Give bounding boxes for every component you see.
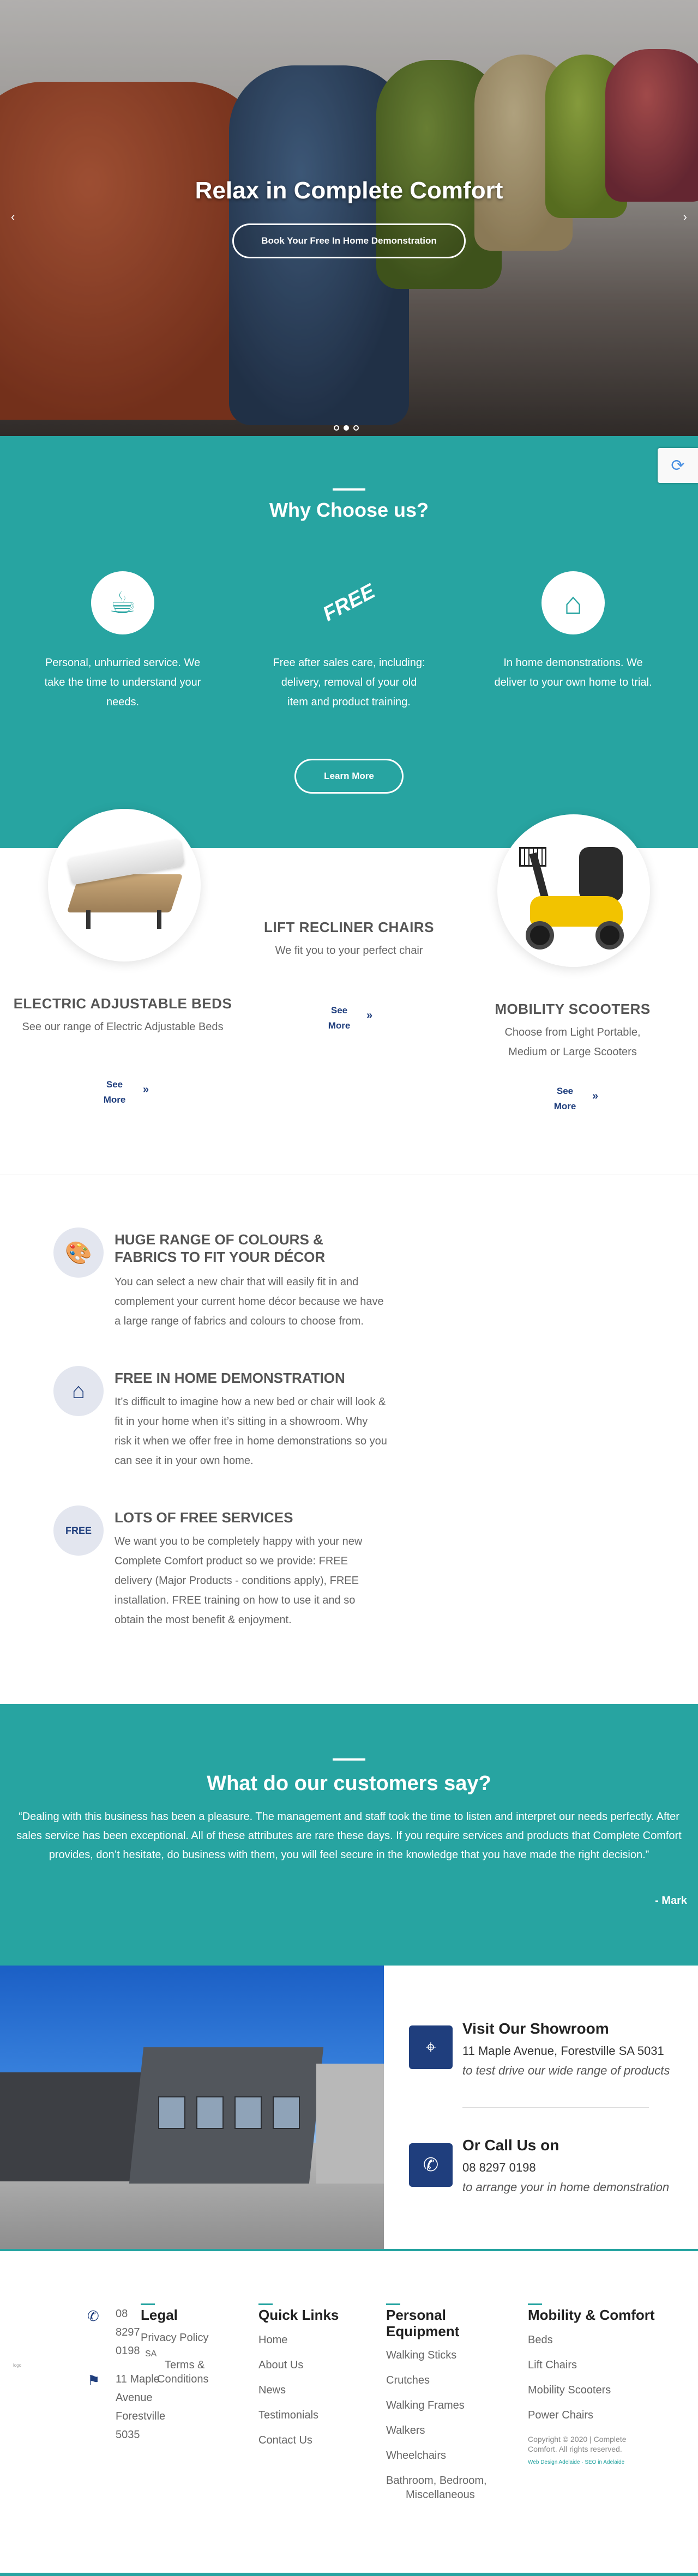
footer-personal-title-line: Equipment (386, 2323, 460, 2339)
bed-leg (86, 910, 91, 929)
feature-title: LOTS OF FREE SERVICES (115, 1509, 293, 1526)
chevron-right-icon[interactable]: » (366, 1009, 373, 1021)
showroom-title: Visit Our Showroom (462, 2020, 609, 2037)
map-pin-icon: ⌖ (409, 2025, 453, 2069)
why-column-free (270, 571, 428, 712)
footer-personal-title (386, 2307, 459, 2339)
see-more-beds-link[interactable]: See More (103, 1079, 126, 1105)
hero-overlay (0, 0, 698, 436)
hero-slider (0, 0, 698, 436)
feature-title: HUGE RANGE OF COLOURS & FABRICS TO FIT YOUR DÉCOR (115, 1231, 326, 1265)
why-choose-section (0, 436, 698, 848)
copyright-text: Copyright © 2020 | Complete Comfort. All rights reserved. (528, 2435, 627, 2453)
building-window (196, 2096, 224, 2129)
see-more-scooters-link[interactable]: See More (553, 1086, 576, 1111)
bed-leg (157, 910, 161, 929)
building-window (273, 2096, 300, 2129)
house-icon: ⌂ (53, 1366, 104, 1416)
footer-address-line: Forestville (116, 2410, 166, 2422)
testimonial-section (0, 1704, 698, 1966)
signpost-icon: ⚑ (87, 2372, 100, 2388)
building-window (158, 2096, 185, 2129)
visit-separator (462, 2107, 649, 2108)
product-title-beds: ELECTRIC ADJUSTABLE BEDS (13, 995, 232, 1012)
footer-personal-title-line: Personal (386, 2307, 446, 2323)
footer-link-miscellaneous[interactable]: Miscellaneous (406, 2489, 475, 2501)
why-text: Personal, unhurried service. We take the time to understand your needs. (44, 657, 201, 708)
call-note: to arrange your in home demonstration (462, 2180, 670, 2194)
footer-link-contact[interactable]: Contact Us (258, 2434, 312, 2446)
coffee-cup-icon: ☕ (91, 571, 154, 634)
scooter-wheel (526, 921, 554, 950)
footer-phone-line: 8297 (116, 2326, 140, 2338)
mobility-scooter-image[interactable] (497, 814, 650, 967)
chevron-right-icon[interactable]: » (143, 1084, 149, 1096)
palette-icon: 🎨 (53, 1227, 104, 1278)
showroom-address: 11 Maple Avenue, Forestville SA 5031 (462, 2044, 664, 2058)
learn-more-button[interactable]: Learn More (294, 759, 404, 794)
footer-link-bathroom[interactable]: Bathroom, Bedroom, (386, 2475, 487, 2487)
phone-number-link[interactable]: 08 8297 0198 (462, 2161, 536, 2174)
footer-legal-title: Legal (141, 2307, 178, 2323)
footer-link-lift-chairs[interactable]: Lift Chairs (528, 2359, 577, 2371)
phone-icon: ✆ (409, 2143, 453, 2187)
terms-link[interactable]: Terms & (165, 2359, 205, 2371)
products-section (0, 848, 698, 1175)
footer-phone-line: 0198 (116, 2345, 140, 2357)
product-title-chairs: LIFT RECLINER CHAIRS (264, 919, 434, 935)
why-column-in-home (494, 571, 652, 692)
building-block (316, 2064, 384, 2184)
footer-mobility-title: Mobility & Comfort (528, 2307, 655, 2323)
phone-icon: ✆ (87, 2308, 99, 2324)
feature-text: It’s difficult to imagine how a new bed or chair will look & fit in your home when it’s sitting in a showroom. Why risk it when we offer free in home demonstrations so you can see it in your own home. (115, 1396, 387, 1467)
hero-title: Relax in Complete Comfort (195, 177, 503, 204)
scooter-wheel (595, 921, 624, 950)
footer-accent-line (0, 2573, 698, 2576)
see-more-chairs-link[interactable]: See More (328, 1005, 351, 1031)
footer-link-home[interactable]: Home (258, 2334, 288, 2346)
feature-title: FREE IN HOME DEMONSTRATION (115, 1370, 345, 1386)
footer-link-walkers[interactable]: Walkers (386, 2424, 425, 2436)
footer-link-testimonials[interactable]: Testimonials (258, 2409, 319, 2421)
slider-dot[interactable] (353, 425, 359, 431)
product-title-scooters: MOBILITY SCOOTERS (495, 1001, 651, 1017)
why-text: Free after sales care, including: delivery, removal of your old item and product training. (273, 657, 425, 708)
showroom-building-image (0, 1966, 384, 2251)
recaptcha-icon[interactable]: ⟳ (658, 448, 698, 483)
footer-address-line: Avenue (116, 2392, 153, 2404)
slider-dot-active[interactable] (344, 425, 349, 431)
why-title: Why Choose us? (269, 499, 429, 521)
section-divider (333, 1758, 365, 1761)
footer-link-power-chairs[interactable]: Power Chairs (528, 2409, 594, 2421)
why-column-personal (44, 571, 202, 712)
chevron-right-icon[interactable]: » (592, 1090, 599, 1102)
terms-link-continued[interactable]: Conditions (157, 2373, 209, 2385)
testimonial-author: - Mark (655, 1895, 687, 1907)
adjustable-bed-image[interactable] (48, 809, 201, 962)
credits-link[interactable]: Web Design Adelaide · SEO in Adelaide (528, 2459, 625, 2465)
testimonial-title-bold: What do (207, 1772, 289, 1795)
free-tag-icon: FREE (53, 1505, 104, 1556)
visit-section (0, 1966, 698, 2251)
feature-text: You can select a new chair that will easily fit in and complement your current home décor because we have a large range of fabrics and colours to choose from. (115, 1276, 384, 1327)
footer-address-line: 11 Maple (116, 2373, 160, 2385)
footer (0, 2251, 698, 2576)
product-subtitle-chairs: We fit you to your perfect chair (275, 945, 423, 957)
building-window (234, 2096, 262, 2129)
testimonial-title-rest: our customers say? (288, 1772, 491, 1795)
book-demo-button[interactable]: Book Your Free In Home Demonstration (232, 223, 466, 258)
chevron-left-icon[interactable]: ‹ (11, 210, 15, 223)
showroom-note: to test drive our wide range of products (462, 2064, 670, 2077)
footer-link-mobility-scooters[interactable]: Mobility Scooters (528, 2384, 611, 2396)
testimonial-quote: “Dealing with this business has been a pleasure. The management and staff took the time to listen and interpret our needs perfectly. After sales service has been exceptional. All of these attributes are rare these days. If you require services and products that Complete Comfort provides, don’t hesitate, do business with them, you will feel secure in the knowledge that you have made the right decision.” (16, 1811, 682, 1861)
feature-text: We want you to be completely happy with your new Complete Comfort product so we provide: FREE delivery (Major Products - conditions apply), FREE installation. FREE training on how to use it and so obtain the most benefit & enjoyment. (115, 1535, 363, 1626)
footer-link-news[interactable]: News (258, 2384, 286, 2396)
slider-dot[interactable] (334, 425, 339, 431)
slider-dots (334, 425, 359, 431)
footer-phone-line: 08 (116, 2308, 128, 2320)
scooter-seat (579, 847, 623, 902)
features-section (0, 1175, 698, 1704)
privacy-policy-link[interactable]: Privacy Policy (141, 2332, 209, 2344)
why-text: In home demonstrations. We deliver to your own home to trial. (494, 657, 652, 688)
testimonial-title (0, 1772, 698, 1795)
footer-link-walking-sticks[interactable]: Walking Sticks (386, 2349, 457, 2361)
house-icon: ⌂ (541, 571, 605, 634)
footer-link-crutches[interactable]: Crutches (386, 2374, 430, 2386)
product-subtitle-beds: See our range of Electric Adjustable Beds (22, 1021, 224, 1033)
footer-quick-links-title: Quick Links (258, 2307, 339, 2323)
footer-link-wheelchairs[interactable]: Wheelchairs (386, 2450, 447, 2462)
footer-link-walking-frames[interactable]: Walking Frames (386, 2399, 465, 2411)
product-subtitle-scooters: Choose from Light Portable, Medium or Large Scooters (504, 1026, 641, 1058)
free-text-icon: FREE (319, 579, 379, 626)
footer-logo[interactable]: logo (13, 2363, 22, 2368)
call-title: Or Call Us on (462, 2137, 559, 2154)
section-divider (333, 488, 365, 491)
chevron-right-icon[interactable]: › (683, 210, 687, 223)
footer-state: SA (145, 2349, 157, 2359)
footer-link-beds[interactable]: Beds (528, 2334, 553, 2346)
footer-address-line: 5035 (116, 2429, 140, 2441)
footer-link-about[interactable]: About Us (258, 2359, 304, 2371)
